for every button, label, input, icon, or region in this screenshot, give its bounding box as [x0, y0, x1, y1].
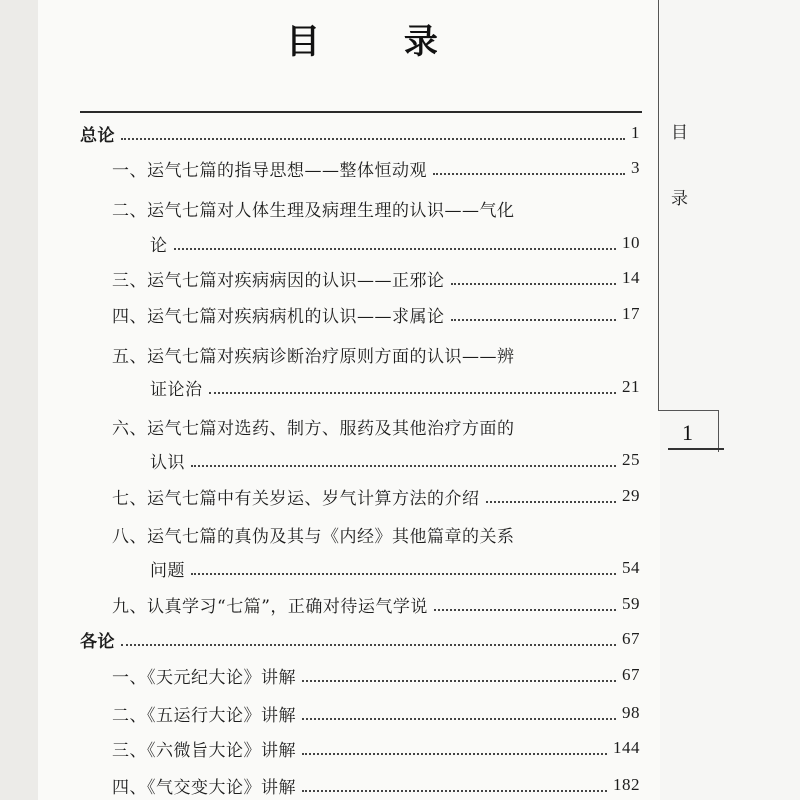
margin-label-mu: 目 [671, 123, 688, 143]
toc-entry-title: 四、运气七篇对疾病病机的认识——求属论 [112, 306, 445, 327]
toc-leader-dots [209, 392, 617, 394]
toc-leader-dots [121, 138, 625, 140]
toc-entry-title: 三、《六微旨大论》讲解 [112, 740, 296, 761]
toc-page-number: 98 [622, 703, 640, 722]
toc-entry[interactable] [112, 339, 640, 369]
toc-entry[interactable] [112, 698, 640, 728]
toc-page-number: 29 [622, 486, 640, 505]
toc-entry[interactable] [112, 519, 640, 549]
toc-entry-title: 九、认真学习“七篇”，正确对待运气学说 [112, 596, 428, 617]
toc-entry-title: 一、运气七篇的指导思想——整体恒动观 [112, 160, 427, 181]
toc-entry[interactable] [112, 193, 640, 223]
toc-leader-dots [302, 753, 607, 755]
toc-page-number: 67 [622, 665, 640, 684]
page-number: 1 [682, 420, 693, 445]
toc-leader-dots [302, 790, 607, 792]
toc-page-number: 17 [622, 304, 640, 323]
title-rule [80, 111, 642, 113]
toc-page-number: 3 [631, 158, 640, 177]
toc-leader-dots [433, 173, 625, 175]
toc-entry-title: 三、运气七篇对疾病病因的认识——正邪论 [112, 270, 445, 291]
toc-entry[interactable] [112, 299, 640, 329]
toc-leader-dots [174, 248, 617, 250]
toc-entry-title: 总论 [80, 125, 115, 146]
toc-page-number: 54 [622, 558, 640, 577]
toc-entry[interactable] [112, 153, 640, 183]
toc-entry-title: 二、《五运行大论》讲解 [112, 705, 296, 726]
toc-entry-title: 五、运气七篇对疾病诊断治疗原则方面的认识——辨 [112, 346, 515, 367]
toc-leader-dots [434, 609, 616, 611]
toc-page-number: 14 [622, 268, 640, 287]
toc-entry[interactable] [112, 660, 640, 690]
toc-page-number: 182 [613, 775, 640, 794]
margin-label-lu: 录 [671, 189, 688, 209]
toc-entry-title: 问题 [150, 560, 185, 581]
toc-section[interactable] [80, 624, 640, 654]
toc-entry-title: 认识 [150, 452, 185, 473]
toc-entry[interactable] [150, 553, 640, 583]
toc-entry-title: 六、运气七篇对选药、制方、服药及其他治疗方面的 [112, 418, 515, 439]
toc-entry[interactable] [150, 445, 640, 475]
page-title: 目 录 [286, 22, 474, 62]
margin-rule-vertical-short [718, 410, 719, 452]
toc-section[interactable] [80, 118, 640, 148]
toc-entry[interactable] [112, 411, 640, 441]
toc-leader-dots [451, 319, 617, 321]
margin-rule-horizontal [658, 410, 718, 411]
toc-entry[interactable] [112, 481, 640, 511]
margin-rule-vertical [658, 0, 659, 410]
toc-page-number: 10 [622, 233, 640, 252]
toc-leader-dots [302, 718, 616, 720]
toc-leader-dots [191, 573, 616, 575]
toc-page-number: 1 [631, 123, 640, 142]
toc-entry-title: 证论治 [150, 379, 203, 400]
toc-page-number: 144 [613, 738, 640, 757]
toc-page-number: 59 [622, 594, 640, 613]
toc-leader-dots [451, 283, 617, 285]
toc-entry-title: 四、《气交变大论》讲解 [112, 777, 296, 798]
toc-entry[interactable] [112, 589, 640, 619]
toc-leader-dots [191, 465, 616, 467]
toc-leader-dots [121, 644, 616, 646]
toc-entry[interactable] [112, 733, 640, 763]
toc-page-number: 21 [622, 377, 640, 396]
toc-page-number: 25 [622, 450, 640, 469]
page-number-rule [668, 448, 724, 450]
toc-leader-dots [486, 501, 617, 503]
toc-page-number: 67 [622, 629, 640, 648]
toc-entry-title: 二、运气七篇对人体生理及病理生理的认识——气化 [112, 200, 515, 221]
toc-entry-title: 八、运气七篇的真伪及其与《内经》其他篇章的关系 [112, 526, 515, 547]
toc-entry-title: 论 [150, 235, 168, 256]
toc-entry-title: 一、《天元纪大论》讲解 [112, 667, 296, 688]
toc-entry-title: 七、运气七篇中有关岁运、岁气计算方法的介绍 [112, 488, 480, 509]
toc-leader-dots [302, 680, 616, 682]
toc-entry[interactable] [150, 228, 640, 258]
toc-entry[interactable] [150, 372, 640, 402]
toc-entry[interactable] [112, 770, 640, 800]
toc-entry-title: 各论 [80, 631, 115, 652]
toc-entry[interactable] [112, 263, 640, 293]
